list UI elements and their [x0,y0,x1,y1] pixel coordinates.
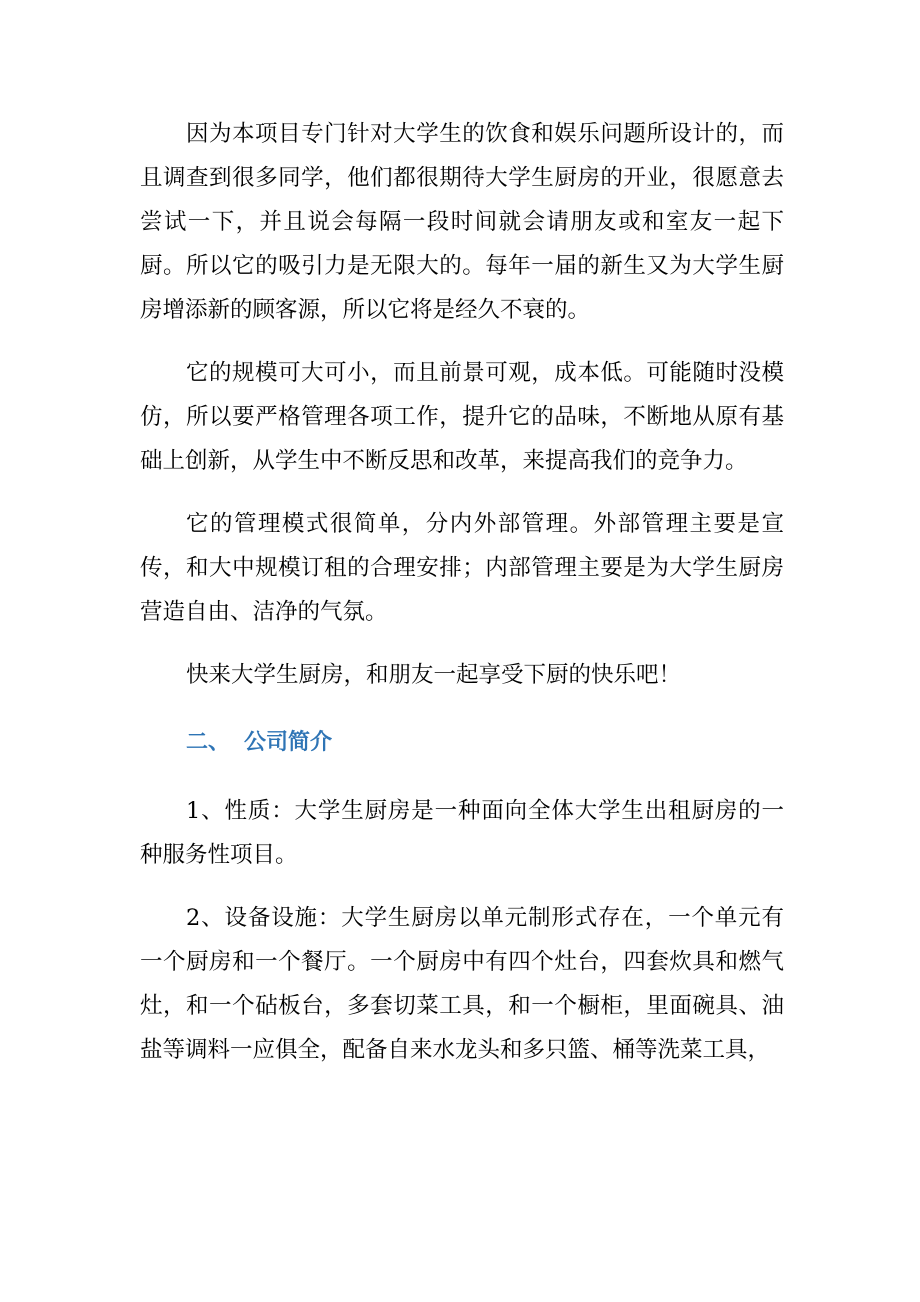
list-item-nature: 1、性质：大学生厨房是一种面向全体大学生出租厨房的一种服务性项目。 [140,798,784,868]
paragraph-scale: 它的规模可大可小，而且前景可观，成本低。可能随时没模仿，所以要严格管理各项工作，提升它的品味，不断地从原有基础上创新，从学生中不断反思和改革，来提高我们的竞争力。 [140,360,784,474]
paragraph-invitation: 快来大学生厨房，和朋友一起享受下厨的快乐吧！ [186,662,682,688]
paragraph-management: 它的管理模式很简单，分内外部管理。外部管理主要是宣传，和大中规模订租的合理安排；内部管理主要是为大学生厨房营造自由、洁净的气氛。 [140,511,784,625]
section-heading-number: 二、 [186,730,231,755]
section-heading-title: 公司简介 [244,730,333,755]
section-heading-company-intro [140,721,784,765]
list-item-facilities: 2、设备设施：大学生厨房以单元制形式存在，一个单元有一个厨房和一个餐厅。一个厨房中有四个灶台，四套炊具和燃气灶，和一个砧板台，多套切菜工具，和一个橱柜，里面碗具、油盐等调料一应俱全，配备自来水龙头和多只篮、桶等洗菜工具， [140,905,784,1063]
paragraph-attraction: 因为本项目专门针对大学生的饮食和娱乐问题所设计的，而且调查到很多同学，他们都很期待大学生厨房的开业，很愿意去尝试一下，并且说会每隔一段时间就会请朋友或和室友一起下厨。所以它的吸引力是无限大的。每年一届的新生又为大学生厨房增添新的顾客源，所以它将是经久不衰的。 [140,121,784,323]
document-body [140,112,784,1091]
